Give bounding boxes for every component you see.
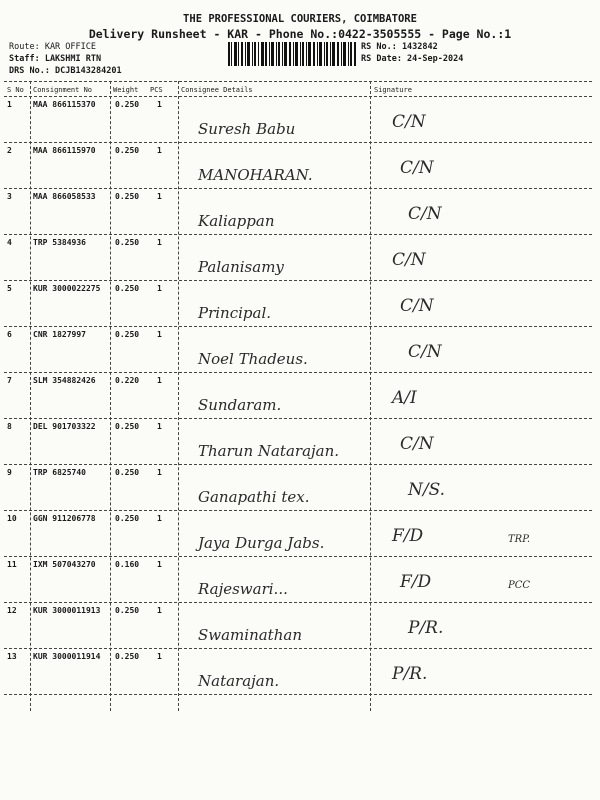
- row-sno: 4: [7, 238, 12, 247]
- row-signature-handwritten: C/N: [392, 112, 426, 132]
- row-pcs: 1: [157, 514, 162, 523]
- row-sno: 10: [7, 514, 17, 523]
- row-weight: 0.250: [115, 238, 140, 247]
- row-rule: [4, 234, 592, 235]
- row-signature-handwritten: C/N: [400, 296, 434, 316]
- row-sno: 11: [7, 560, 17, 569]
- col-divider: [178, 81, 179, 711]
- row-consignee-handwritten: Natarajan.: [198, 672, 280, 690]
- row-sno: 9: [7, 468, 12, 477]
- row-pcs: 1: [157, 560, 162, 569]
- rs-number: RS No.: 1432842: [361, 42, 438, 52]
- row-consignee-handwritten: Principal.: [198, 304, 272, 322]
- row-note-handwritten: PCC: [508, 580, 531, 591]
- company-title: THE PROFESSIONAL COURIERS, COIMBATORE: [183, 13, 417, 25]
- row-consignment-no: KUR 3000011914: [33, 652, 101, 661]
- row-signature-handwritten: C/N: [408, 342, 442, 362]
- row-sno: 8: [7, 422, 12, 431]
- row-consignment-no: KUR 3000022275: [33, 284, 101, 293]
- row-signature-handwritten: C/N: [400, 434, 434, 454]
- row-sno: 5: [7, 284, 12, 293]
- row-consignee-handwritten: Tharun Natarajan.: [198, 442, 340, 460]
- col-header-consignment: Consignment No: [33, 86, 93, 94]
- row-pcs: 1: [157, 192, 162, 201]
- col-header-pcs: PCS: [150, 86, 163, 94]
- row-rule: [4, 280, 592, 281]
- row-rule: [4, 372, 592, 373]
- row-rule: [4, 556, 592, 557]
- row-consignment-no: DEL 901703322: [33, 422, 96, 431]
- row-note-handwritten: TRP.: [508, 534, 531, 545]
- col-divider: [30, 81, 31, 711]
- row-weight: 0.220: [115, 376, 140, 385]
- row-rule: [4, 464, 592, 465]
- row-consignment-no: SLM 354882426: [33, 376, 96, 385]
- row-weight: 0.250: [115, 146, 140, 155]
- row-sno: 2: [7, 146, 12, 155]
- row-pcs: 1: [157, 376, 162, 385]
- row-pcs: 1: [157, 468, 162, 477]
- row-sno: 13: [7, 652, 17, 661]
- barcode: [228, 42, 356, 66]
- row-weight: 0.250: [115, 192, 140, 201]
- row-consignee-handwritten: Palanisamy: [198, 258, 284, 276]
- col-divider: [110, 81, 111, 711]
- table-top-rule: [4, 81, 592, 82]
- row-rule: [4, 142, 592, 143]
- row-weight: 0.250: [115, 330, 140, 339]
- col-header-signature: Signature: [374, 86, 412, 94]
- row-pcs: 1: [157, 606, 162, 615]
- row-sno: 7: [7, 376, 12, 385]
- row-weight: 0.250: [115, 652, 140, 661]
- route-label: Route: KAR OFFICE: [9, 42, 96, 52]
- runsheet-title: Delivery Runsheet - KAR - Phone No.:0422-3505555 - Page No.:1: [88, 27, 512, 41]
- row-signature-handwritten: P/R.: [392, 664, 428, 684]
- row-sno: 12: [7, 606, 17, 615]
- row-signature-handwritten: C/N: [408, 204, 442, 224]
- row-signature-handwritten: C/N: [392, 250, 426, 270]
- row-consignment-no: GGN 911206778: [33, 514, 96, 523]
- row-consignment-no: CNR 1827997: [33, 330, 86, 339]
- row-weight: 0.250: [115, 606, 140, 615]
- col-header-consignee: Consignee Details: [181, 86, 253, 94]
- row-signature-handwritten: F/D: [392, 526, 424, 546]
- row-consignment-no: IXM 507043270: [33, 560, 96, 569]
- row-sno: 1: [7, 100, 12, 109]
- row-signature-handwritten: A/I: [392, 388, 417, 408]
- row-weight: 0.250: [115, 514, 140, 523]
- row-consignee-handwritten: Sundaram.: [198, 396, 282, 414]
- row-pcs: 1: [157, 284, 162, 293]
- row-weight: 0.250: [115, 468, 140, 477]
- row-weight: 0.250: [115, 284, 140, 293]
- row-consignee-handwritten: Noel Thadeus.: [198, 350, 308, 368]
- row-rule: [4, 648, 592, 649]
- row-pcs: 1: [157, 100, 162, 109]
- row-consignment-no: TRP 5384936: [33, 238, 86, 247]
- row-rule: [4, 418, 592, 419]
- row-signature-handwritten: N/S.: [408, 480, 446, 500]
- row-consignee-handwritten: Rajeswari...: [198, 580, 288, 598]
- row-consignee-handwritten: Ganapathi tex.: [198, 488, 310, 506]
- col-header-sno: S No: [7, 86, 24, 94]
- row-weight: 0.250: [115, 422, 140, 431]
- col-header-weight: Weight: [113, 86, 139, 94]
- row-consignment-no: MAA 866115970: [33, 146, 96, 155]
- row-pcs: 1: [157, 330, 162, 339]
- row-rule: [4, 602, 592, 603]
- row-sno: 6: [7, 330, 12, 339]
- row-pcs: 1: [157, 146, 162, 155]
- row-pcs: 1: [157, 238, 162, 247]
- row-consignment-no: TRP 6825740: [33, 468, 86, 477]
- rs-date: RS Date: 24-Sep-2024: [361, 54, 464, 64]
- row-consignee-handwritten: Suresh Babu: [198, 120, 296, 138]
- row-signature-handwritten: C/N: [400, 158, 434, 178]
- row-rule: [4, 188, 592, 189]
- row-pcs: 1: [157, 652, 162, 661]
- row-rule: [4, 510, 592, 511]
- row-pcs: 1: [157, 422, 162, 431]
- staff-label: Staff: LAKSHMI RTN: [9, 54, 102, 64]
- row-consignee-handwritten: Jaya Durga Jabs.: [198, 534, 325, 552]
- row-weight: 0.160: [115, 560, 140, 569]
- col-divider: [370, 81, 371, 711]
- row-signature-handwritten: P/R.: [408, 618, 444, 638]
- drs-number: DRS No.: DCJB143284201: [9, 66, 122, 76]
- row-consignment-no: KUR 3000011913: [33, 606, 101, 615]
- row-consignee-handwritten: MANOHARAN.: [198, 166, 313, 184]
- row-rule: [4, 694, 592, 695]
- row-consignee-handwritten: Swaminathan: [198, 626, 302, 644]
- row-rule: [4, 326, 592, 327]
- row-weight: 0.250: [115, 100, 140, 109]
- row-consignee-handwritten: Kaliappan: [198, 212, 275, 230]
- row-signature-handwritten: F/D: [400, 572, 432, 592]
- header-bottom-rule: [4, 96, 592, 97]
- row-sno: 3: [7, 192, 12, 201]
- row-consignment-no: MAA 866058533: [33, 192, 96, 201]
- row-consignment-no: MAA 866115370: [33, 100, 96, 109]
